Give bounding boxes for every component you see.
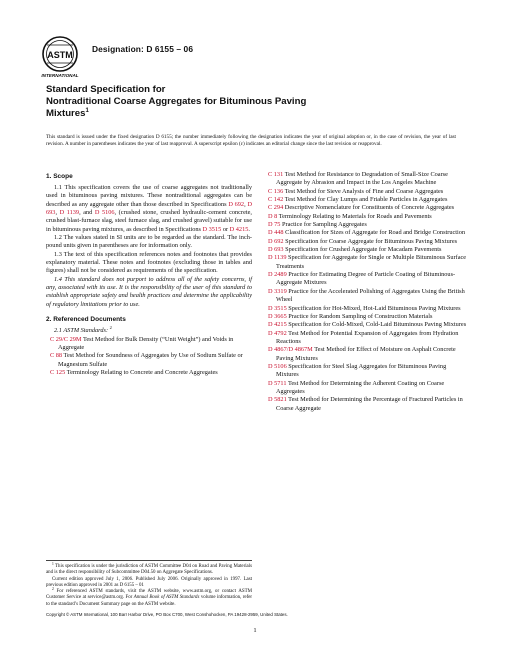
reference-title: Practice for Sampling Aggregates — [280, 221, 367, 229]
ref-link-d1139[interactable]: D 1139 — [59, 209, 80, 217]
reference-code-link[interactable]: D 4215 — [268, 321, 287, 329]
scope-paragraph-1-2: 1.2 The values stated in SI units are to be regarded as the standard. The inch-pound units given in parentheses are for information only. — [46, 234, 252, 250]
reference-item — [264, 396, 470, 413]
footnote-1: $^1$ This specification is under the jurisdiction of ASTM Committee D04 on Road and Paving Materials and is the direct responsibility of Subcommittee D04.50 on Aggregate Specifications. — [46, 562, 252, 576]
reference-list-right — [264, 171, 470, 413]
reference-code-link[interactable]: D 8 — [268, 212, 278, 220]
reference-code-link[interactable]: D 5106 — [268, 362, 287, 370]
reference-code-link[interactable]: D 693 — [268, 246, 284, 254]
reference-code-link[interactable]: D 3665 — [268, 312, 287, 320]
reference-item — [264, 288, 470, 305]
copyright-notice: Copyright © ASTM International, 100 Barr Harbor Drive, PO Box C700, West Conshohocken, PA 19428-2959, United States. — [46, 612, 288, 617]
reference-item — [264, 229, 470, 237]
footnote-2: $^2$ For referenced ASTM standards, visit the ASTM website, www.astm.org, or contact ASTM Customer Service at service@astm.org. For Annual Book of ASTM Standards volume information, refer to the standard’s Document Summary page on the ASTM website. — [46, 587, 252, 607]
ref-link-d692[interactable]: D 692 — [228, 200, 245, 208]
reference-code-link[interactable]: C 294 — [268, 204, 284, 212]
reference-title: Test Method for Bulk Density (“Unit Weight”) and Voids in Aggregate — [58, 335, 234, 351]
reference-item — [264, 271, 470, 288]
footnote-1-edition: Current edition approved July 1, 2006. Published July 2006. Originally approved in 1997. Last previous edition approved in 2001 as D 6155 – 01 — [46, 576, 252, 588]
reference-title: Terminology Relating to Concrete and Concrete Aggregates — [65, 368, 218, 376]
reference-code-link[interactable]: D 2489 — [268, 271, 287, 279]
reference-item — [264, 363, 470, 380]
reference-code-link[interactable]: D 5711 — [268, 379, 287, 387]
reference-title: Practice for the Accelerated Polishing of Aggregates Using the British Wheel — [276, 287, 465, 304]
reference-title: Classification for Sizes of Aggregate for Road and Bridge Construction — [283, 229, 466, 237]
reference-item — [46, 352, 252, 369]
reference-title: Practice for Estimating Degree of Particle Coating of Bituminous-Aggregate Mixtures — [276, 271, 456, 287]
reference-code-link[interactable]: D 75 — [268, 221, 281, 229]
reference-title: Test Method for Determining the Adherent Coating on Coarse Aggregates — [276, 379, 445, 395]
reference-title: Specification for Cold-Mixed, Cold-Laid Bituminous Paving Mixtures — [286, 321, 467, 329]
reference-item — [264, 213, 470, 221]
scope-heading: 1. Scope — [46, 173, 73, 180]
reference-code-link[interactable]: D 5821 — [268, 396, 287, 404]
title-line-1: Standard Specification for — [46, 84, 166, 95]
reference-title: Test Method for Determining the Percentage of Fractured Particles in Coarse Aggregate — [276, 396, 463, 412]
reference-title: Specification for Coarse Aggregate for Bituminous Paving Mixtures — [283, 237, 458, 245]
reference-code-link[interactable]: C 125 — [50, 368, 66, 376]
ref-link-d4215[interactable]: D 4215 — [229, 225, 249, 233]
reference-title: Descriptive Nomenclature for Constituents of Concrete Aggregates — [283, 204, 455, 212]
reference-code-link[interactable]: D 448 — [268, 229, 284, 237]
reference-code-link[interactable]: C 131 — [268, 171, 284, 178]
ref-link-d3515[interactable]: D 3515 — [202, 225, 222, 233]
reference-code-link[interactable]: D 4792 — [268, 329, 287, 337]
reference-item — [264, 238, 470, 246]
designation: Designation: D 6155 – 06 — [92, 44, 194, 54]
reference-item — [264, 196, 470, 204]
title-line-2: Nontraditional Coarse Aggregates for Bituminous Paving — [46, 96, 307, 107]
reference-code-link[interactable]: C 136 — [268, 187, 284, 195]
reference-code-link[interactable]: C 29/C 29M — [50, 335, 82, 343]
reference-code-link[interactable]: C 142 — [268, 196, 284, 204]
reference-title: Specification for Crushed Aggregate for Macadam Pavements — [283, 246, 442, 254]
reference-item — [264, 171, 470, 188]
reference-title: Test Method for Resistance to Degradation of Small-Size Coarse Aggregate by Abrasion and Impact in the Los Angeles Machine — [276, 171, 448, 187]
reference-code-link[interactable]: D 1139 — [268, 254, 287, 262]
reference-item — [264, 305, 470, 313]
left-column — [46, 172, 252, 377]
reference-list-left — [46, 336, 252, 378]
reference-item — [264, 321, 470, 329]
reference-item — [264, 221, 470, 229]
reference-item — [264, 254, 470, 271]
page-number: 1 — [253, 627, 257, 634]
reference-title: Test Method for Clay Lumps and Friable Particles in Aggregates — [283, 196, 448, 204]
scope-paragraph-1-1: 1.1 This specification covers the use of coarse aggregates not traditionally used in bituminous paving mixtures. These nontraditional aggregates can be described as any aggregate other than those described in Specifications D 692, D 693, D 1139, and D 5106, (crushed stone, crushed hydraulic-cement concrete, crushed blast-furnace slag, steel furnace slag, and crushed gravel) suitable for use in bituminous paving mixtures, as described in Specifications D 3515 or D 4215. — [46, 184, 252, 233]
reference-item — [46, 336, 252, 353]
reference-title: Test Method for Potential Expansion of Aggregates from Hydration Reactions — [276, 329, 459, 345]
reference-title: Specification for Steel Slag Aggregates for Bituminous Paving Mixtures — [276, 362, 447, 379]
scope-paragraph-1-3: 1.3 The text of this specification references notes and footnotes that provides explanatory material. These notes and footnotes (excluding those in tables and figures) shall not be considered as requirements of the specification. — [46, 250, 252, 275]
issuance-notice: This standard is issued under the fixed designation D 6155; the number immediately following the designation indicates the year of original adoption or, in the case of revision, the year of last revision. A number in parentheses indicates the year of last reapproval. A superscript epsilon (ε) indicates an editorial change since the last revision or reapproval. — [46, 134, 456, 147]
title-footnote-mark: 1 — [85, 108, 89, 114]
referenced-documents-heading: 2. Referenced Documents — [46, 316, 126, 324]
reference-title: Test Method for Sieve Analysis of Fine and Coarse Aggregates — [283, 187, 444, 195]
ref-link-d5106[interactable]: D 5106 — [94, 209, 115, 217]
reference-title: Practice for Random Sampling of Construction Materials — [286, 312, 433, 320]
ref-link-d693[interactable]: D 693 — [46, 200, 252, 217]
reference-item — [46, 369, 252, 377]
reference-code-link[interactable]: D 3515 — [268, 304, 287, 312]
reference-title: Specification for Hot-Mixed, Hot-Laid Bituminous Paving Mixtures — [286, 304, 461, 312]
reference-code-link[interactable]: D 4867/D 4867M — [268, 346, 313, 354]
reference-item — [264, 204, 470, 212]
reference-item — [264, 188, 470, 196]
astm-logo — [37, 33, 83, 79]
reference-title: Specification for Aggregate for Single or Multiple Bituminous Surface Treatments — [276, 254, 467, 270]
reference-code-link[interactable]: C 88 — [50, 352, 63, 360]
reference-item — [264, 380, 470, 397]
astm-standards-subheading: 2.1 ASTM Standards: $^2$ — [54, 325, 112, 335]
reference-code-link[interactable]: D 3319 — [268, 287, 287, 295]
reference-code-link[interactable]: D 692 — [268, 237, 284, 245]
title-line-3: Mixtures$^1$ — [46, 108, 89, 119]
scope-paragraph-1-4: 1.4 This standard does not purport to address all of the safety concerns, if any, associated with its use. It is the responsibility of the user of this standard to establish appropriate safety and health practices and determine the applicability of regulatory limitations prior to use. — [46, 275, 252, 308]
reference-item — [264, 313, 470, 321]
logo-text: ASTM — [47, 50, 73, 60]
footnotes — [46, 560, 252, 608]
reference-item — [264, 346, 470, 363]
reference-item — [264, 246, 470, 254]
logo-subtext: INTERNATIONAL — [41, 73, 79, 78]
right-column — [264, 171, 470, 413]
reference-title: Test Method for Soundness of Aggregates by Use of Sodium Sulfate or Magnesium Sulfate — [58, 352, 243, 368]
reference-title: Terminology Relating to Materials for Roads and Pavements — [277, 212, 432, 220]
document-title — [46, 84, 446, 120]
reference-title: Test Method for Effect of Moisture on Asphalt Concrete Paving Mixtures — [276, 346, 456, 362]
reference-item — [264, 330, 470, 347]
